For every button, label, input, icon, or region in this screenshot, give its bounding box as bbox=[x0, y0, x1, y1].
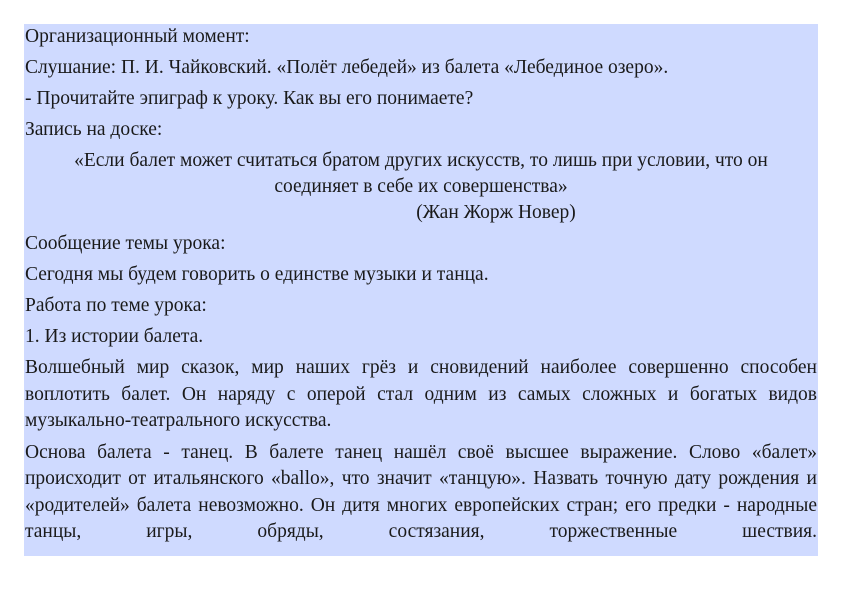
listening-line: Слушание: П. И. Чайковский. «Полёт лебедей» из балета «Лебединое озеро». bbox=[25, 57, 669, 78]
paragraph-ballet-world: Волшебный мир сказок, мир наших грёз и сновидений наиболее совершенно способен воплотить балет. Он наряду с оперой стал одним из самых сложных и богатых видов музыкально-театрального искусства. bbox=[25, 357, 817, 431]
org-moment-heading: Организационный момент: bbox=[25, 26, 250, 47]
work-heading: Работа по теме урока: bbox=[25, 295, 207, 316]
epigraph-author: (Жан Жорж Новер) bbox=[416, 202, 576, 223]
section-1-title: 1. Из истории балета. bbox=[25, 326, 204, 347]
topic-heading: Сообщение темы урока: bbox=[25, 233, 226, 254]
lesson-text-block bbox=[24, 24, 818, 556]
paragraph-ballet-origin: Основа балета - танец. В балете танец нашёл своё высшее выражение. Слово «балет» происходит от итальянского «ballo», что значит «танцую». Назвать точную дату рождения и «родителей» балета невозможно. Он дитя многих европейских стран; его предки - народные танцы, игры, обряды, состязания, торжественные шествия. bbox=[25, 441, 817, 542]
board-note-heading: Запись на доске: bbox=[25, 119, 163, 140]
epigraph-quote-line-1: «Если балет может считаться братом других искусств, то лишь при условии, что он bbox=[74, 150, 768, 171]
epigraph-prompt: - Прочитайте эпиграф к уроку. Как вы его понимаете? bbox=[25, 88, 474, 109]
topic-text: Сегодня мы будем говорить о единстве музыки и танца. bbox=[25, 264, 489, 285]
epigraph-quote-line-2: соединяет в себе их совершенства» bbox=[274, 176, 568, 197]
